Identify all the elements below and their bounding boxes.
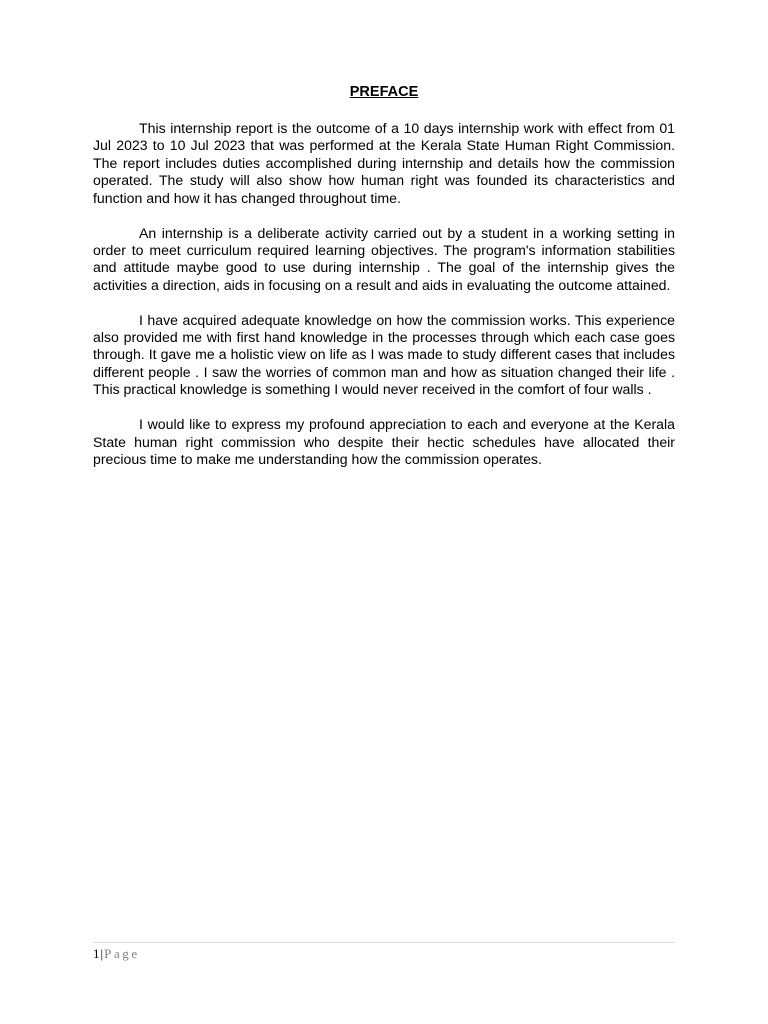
- page-label: Page: [104, 946, 140, 961]
- document-body: [93, 120, 675, 486]
- page-number: 1: [93, 946, 100, 961]
- paragraph-4: I would like to express my profound appreciation to each and everyone at the Kerala State human right commission who despite their hectic schedules have allocated their precious time to make me understanding how the commission operates.: [93, 416, 675, 467]
- paragraph-3: I have acquired adequate knowledge on how the commission works. This experience also provided me with first hand knowledge in the processes through which each case goes through. It gave me a holistic view on life as I was made to study different cases that includes different people . I saw the worries of common man and how as situation changed their life . This practical knowledge is something I would never received in the comfort of four walls .: [93, 311, 675, 398]
- page-title: PREFACE: [349, 84, 419, 100]
- footer-divider: [93, 942, 675, 943]
- page-footer: [93, 946, 140, 962]
- paragraph-2: An internship is a deliberate activity carried out by a student in a working setting in order to meet curriculum required learning objectives. The program's information stabilities and attitude maybe good to use during internship . The goal of the internship gives the activities a direction, aids in focusing on a result and aids in evaluating the outcome attained.: [93, 224, 675, 293]
- paragraph-1: This internship report is the outcome of a 10 days internship work with effect from 01 Jul 2023 to 10 Jul 2023 that was performed at the Kerala State Human Right Commission. The report includes duties accomplished during internship and details how the commission operated. The study will also show how human right was founded its characteristics and function and how it has changed throughout time.: [93, 120, 675, 206]
- footer-separator: |: [100, 946, 104, 961]
